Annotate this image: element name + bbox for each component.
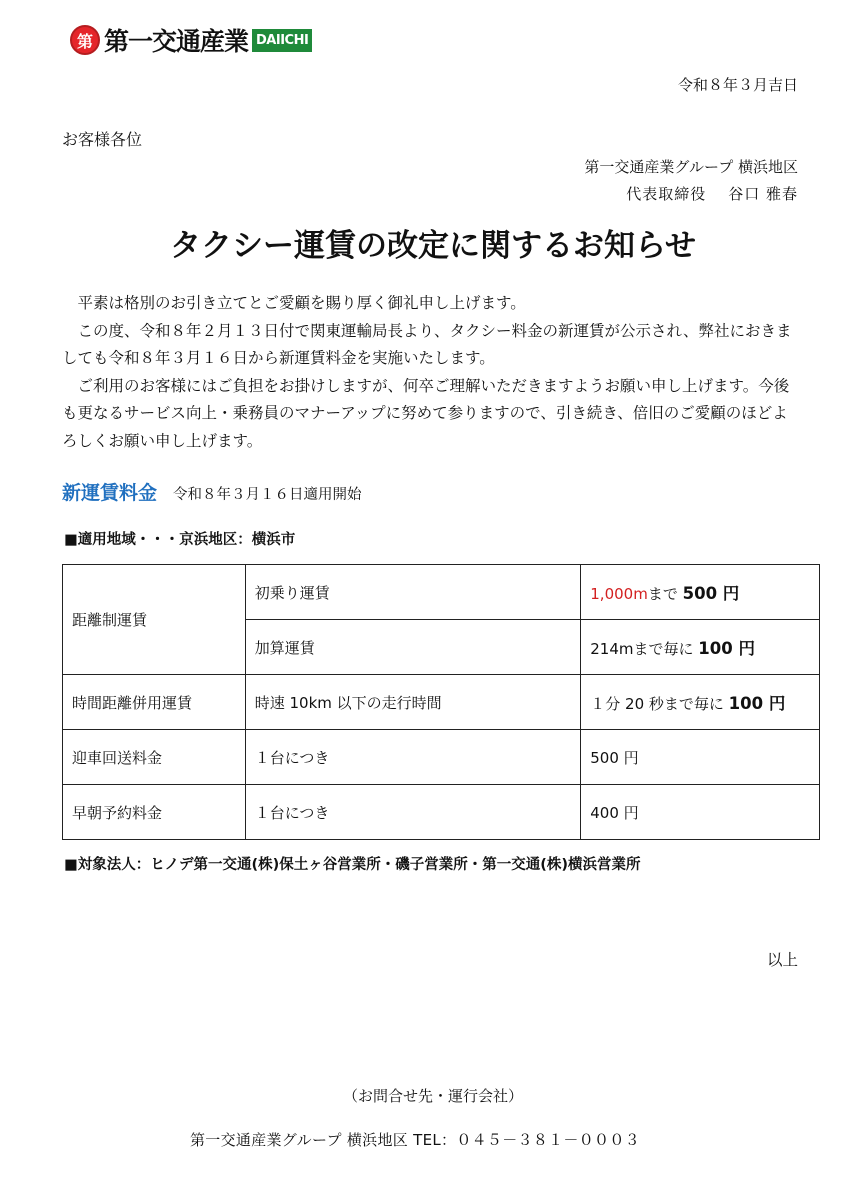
early-reservation-fee-label: 早朝予約料金 <box>63 785 246 840</box>
fare-section-heading <box>62 478 362 505</box>
time-distance-fare-value: １分 20 秒まで毎に 100 円 <box>581 675 820 730</box>
time-distance-fare-item: 時速 10km 以下の走行時間 <box>245 675 581 730</box>
table-row <box>63 565 820 620</box>
early-reservation-fee-item: １台につき <box>245 785 581 840</box>
body-paragraph: ご利用のお客様にはご負担をお掛けしますが、何卒ご理解いただきますようお願い申し上げます。今後も更なるサービス向上・乗務員のマナーアップに努めて参りますので、引き続き、倍旧のご愛顧のほどよろしくお願い申し上げます。 <box>62 376 790 450</box>
table-row <box>63 730 820 785</box>
sender-person: 谷口 雅春 <box>728 185 798 203</box>
logo-badge: DAIICHI <box>252 29 312 52</box>
target-companies: ■対象法人：ヒノデ第一交通(株)保土ヶ谷営業所・磯子営業所・第一交通(株)横浜営業所 <box>64 857 641 873</box>
pickup-fee-label: 迎車回送料金 <box>63 730 246 785</box>
pickup-fee-item: １台につき <box>245 730 581 785</box>
contact-label: （お問合せ先・運行会社） <box>342 1087 523 1105</box>
body-paragraph: この度、令和８年２月１３日付で関東運輸局長より、タクシー料金の新運賃が公示され、弊社におきましても令和８年３月１６日から新運賃料金を実施いたします。 <box>62 321 792 367</box>
body-paragraph: 平素は格別のお引き立てとご愛顧を賜り厚く御礼申し上げます。 <box>77 294 526 312</box>
additional-fare-value: 214mまで毎に 100 円 <box>581 620 820 675</box>
fare-heading-title: 新運賃料金 <box>62 482 158 504</box>
logo-company-name: 第一交通産業 <box>104 27 249 56</box>
fare-table <box>62 564 820 840</box>
logo-emblem-icon: 第 <box>70 25 100 55</box>
closing-mark: 以上 <box>766 951 798 969</box>
early-reservation-fee-value: 400 円 <box>581 785 820 840</box>
initial-fare-item: 初乗り運賃 <box>245 565 581 620</box>
addressee: お客様各位 <box>62 130 143 149</box>
distance-fare-label: 距離制運賃 <box>63 565 246 675</box>
sender-title: 代表取締役 <box>626 185 707 203</box>
table-row <box>63 675 820 730</box>
sender-signature <box>626 183 798 204</box>
table-row <box>63 785 820 840</box>
time-distance-fare-label: 時間距離併用運賃 <box>63 675 246 730</box>
document-title: タクシー運賃の改定に関するお知らせ <box>169 228 697 264</box>
fare-start-date: 令和８年３月１６日適用開始 <box>173 487 362 503</box>
additional-fare-item: 加算運賃 <box>245 620 581 675</box>
contact-phone: 第一交通産業グループ 横浜地区 TEL：０４５－３８１－０００３ <box>190 1131 640 1149</box>
notice-body <box>62 290 802 455</box>
applicable-area: ■適用地域・・・京浜地区：横浜市 <box>64 532 296 548</box>
pickup-fee-value: 500 円 <box>581 730 820 785</box>
initial-fare-value: 1,000mまで 500 円 <box>581 565 820 620</box>
sender-organization: 第一交通産業グループ 横浜地区 <box>584 158 798 176</box>
issue-date: 令和８年３月吉日 <box>677 76 798 94</box>
company-logo <box>70 22 312 58</box>
